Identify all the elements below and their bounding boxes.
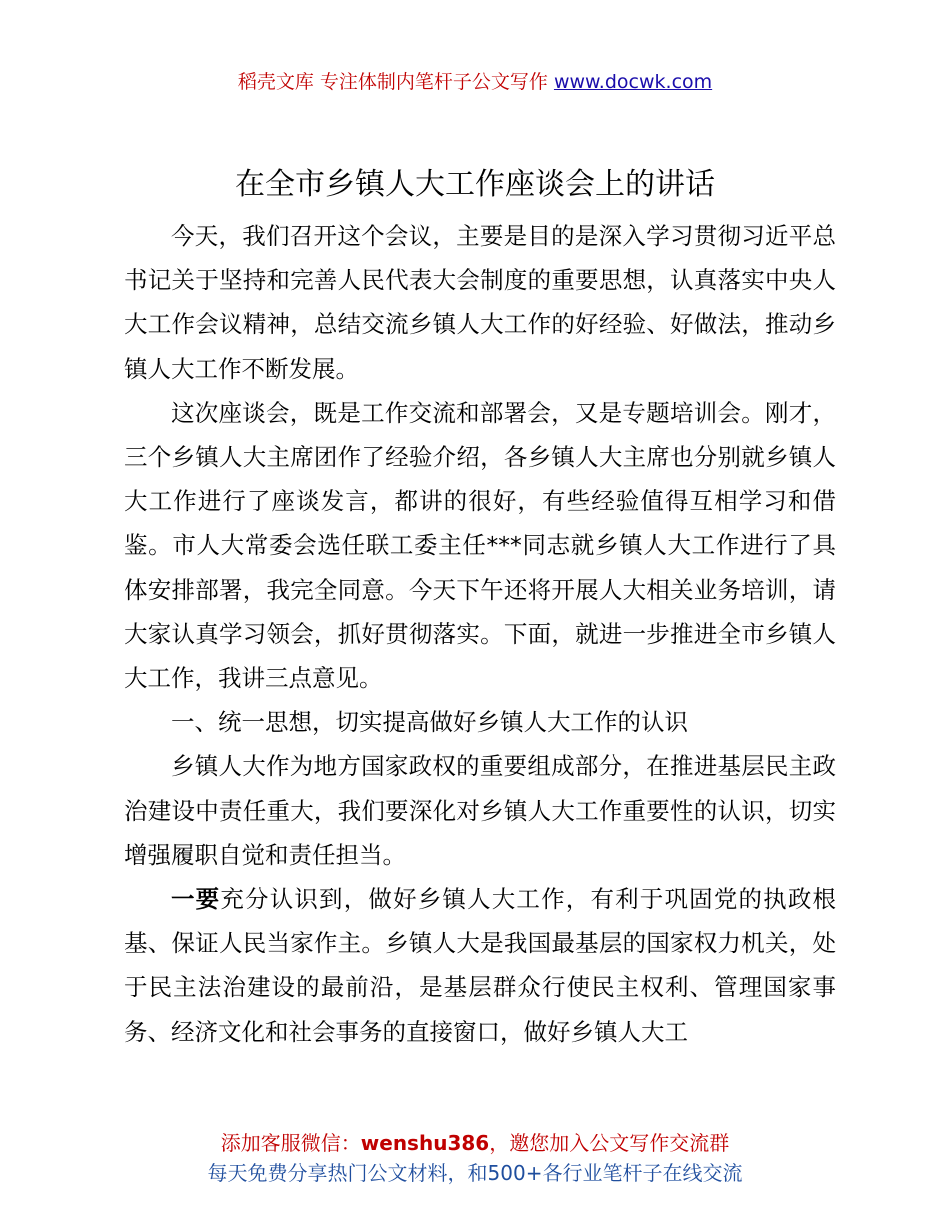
site-link[interactable]: www.docwk.com (553, 71, 713, 93)
paragraph-2: 这次座谈会，既是工作交流和部署会，又是专题培训会。刚才，三个乡镇人大主席团作了经验介绍，各乡镇人大主席也分别就乡镇人大工作进行了座谈发言，都讲的很好，有些经验值得互相学习和借鉴。市人大常委会选任联工委主任***同志就乡镇人大工作进行了具体安排部署，我完全同意。今天下午还将开展人大相关业务培训，请大家认真学习领会，抓好贯彻落实。下面，就进一步推进全市乡镇人大工作，我讲三点意见。 (124, 398, 836, 693)
document-title: 在全市乡镇人大工作座谈会上的讲话 (235, 167, 715, 202)
site-tagline: 稻壳文库 专注体制内笔杆子公文写作 (237, 71, 554, 93)
paragraph-4-text: 充分认识到，做好乡镇人大工作，有利于巩固党的执政根基、保证人民当家作主。乡镇人大是我国最基层的国家权力机关，处于民主法治建设的最前沿，是基层群众行使民主权利、管理国家事务、经济文化和社会事务的直接窗口，做好乡镇人大工 (124, 885, 837, 1046)
footer-line-2: 每天免费分享热门公文材料，和500+各行业笔杆子在线交流 (207, 1161, 743, 1185)
paragraph-3: 乡镇人大作为地方国家政权的重要组成部分，在推进基层民主政治建设中责任重大，我们要深化对乡镇人大工作重要性的认识，切实增强履职自觉和责任担当。 (124, 752, 836, 869)
footer-wechat-id: wenshu386 (360, 1131, 490, 1155)
footer-wechat-label: 添加客服微信： (220, 1131, 361, 1155)
section-heading-1: 一、统一思想，切实提高做好乡镇人大工作的认识 (171, 708, 688, 737)
document-body (124, 214, 836, 1054)
paragraph-4-lead: 一要 (171, 885, 221, 914)
paragraph-4 (124, 877, 836, 1054)
footer-line-1 (0, 1128, 950, 1158)
paragraph-1: 今天，我们召开这个会议，主要是目的是深入学习贯彻习近平总书记关于坚持和完善人民代表大会制度的重要思想，认真落实中央人大工作会议精神，总结交流乡镇人大工作的好经验、好做法，推动乡镇人大工作不断发展。 (124, 222, 836, 383)
site-header (0, 68, 950, 96)
footer-invite-text: ，邀您加入公文写作交流群 (489, 1131, 730, 1155)
promo-footer (0, 1128, 950, 1188)
